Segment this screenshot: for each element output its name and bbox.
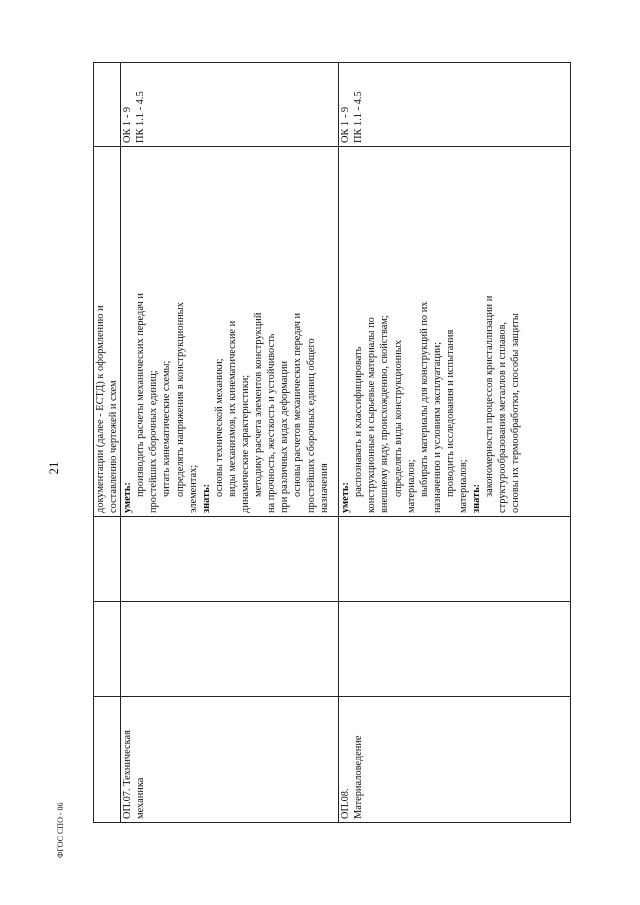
table-cell-hours: [121, 602, 339, 697]
table-cell-hours-max: [94, 517, 121, 602]
competency-line: ОК 1 - 9: [340, 106, 352, 143]
page-number: 21: [46, 461, 61, 475]
knowledge-line: материалов;: [405, 459, 417, 513]
knowledge-line: материалов;: [458, 459, 470, 513]
table-cell-hours: [94, 602, 121, 697]
knowledge-line: знать:: [200, 483, 212, 513]
knowledge-line: виды механизмов, их кинематические и: [226, 320, 238, 497]
table-row-materials: [339, 63, 571, 823]
knowledge-line: уметь:: [340, 482, 352, 513]
knowledge-line: закономерности процессов кристаллизации и: [484, 295, 496, 497]
table-row-mechanics: [121, 63, 339, 823]
knowledge-line: простейших сборочных единиц;: [148, 370, 160, 513]
continuation-line: документации (далее - ЕСТД) к оформлению и: [95, 305, 106, 513]
knowledge-line: читать кинематические схемы;: [161, 360, 173, 497]
continuation-line: составлению чертежей и схем: [108, 380, 120, 513]
table-cell-hours: [339, 602, 571, 697]
competency-table: [93, 62, 571, 823]
knowledge-line: распознавать и классифицировать: [353, 346, 365, 497]
table-cell-index: [94, 63, 121, 147]
competency-line: ОК 1 - 9: [122, 106, 134, 143]
discipline-cell: [121, 697, 339, 823]
knowledge-line: назначения: [318, 463, 330, 513]
knowledge-line: на прочность, жесткость и устойчивость: [266, 333, 278, 513]
table-cell-hours-max: [339, 517, 571, 602]
table-cell-hours-max: [121, 517, 339, 602]
knowledge-line: определять виды конструкционных: [392, 340, 404, 497]
knowledge-cell: [339, 147, 571, 517]
knowledge-line: назначению и условиям эксплуатации;: [431, 342, 443, 513]
knowledge-line: основы расчетов механических передач и: [292, 312, 304, 497]
footer-code: ФГОС СПО - 06: [56, 802, 65, 858]
discipline-line: ОП.08.: [340, 788, 352, 819]
knowledge-line: выбирать материалы для конструкций по их: [418, 301, 430, 497]
continuation-cell: [94, 147, 121, 517]
rotated-table-container: [93, 63, 571, 823]
discipline-cell: [339, 697, 571, 823]
knowledge-cell: [121, 147, 339, 517]
knowledge-line: определять напряжения в конструкционных: [174, 302, 186, 497]
knowledge-line: конструкционные и сырьевые материалы по: [366, 317, 378, 513]
knowledge-line: при различных видах деформации: [279, 360, 291, 513]
competencies-cell: [121, 63, 339, 147]
knowledge-line: основы технической механики;: [213, 358, 225, 497]
discipline-line: механика: [135, 777, 147, 819]
discipline-line: Материаловедение: [353, 735, 365, 819]
discipline-line: ОП.07. Техническая: [122, 730, 134, 819]
knowledge-line: уметь:: [122, 482, 134, 513]
knowledge-line: динамические характеристики;: [240, 374, 252, 513]
competency-line: ПК 1.1 - 4.5: [135, 91, 147, 143]
table-cell-discipline: [94, 697, 121, 823]
knowledge-line: проводить исследования и испытания: [444, 329, 456, 497]
knowledge-line: элементах;: [187, 464, 199, 513]
competencies-cell: [339, 63, 571, 147]
knowledge-line: производить расчеты механических передач и: [135, 293, 147, 497]
knowledge-line: внешнему виду, происхождению, свойствам;: [379, 315, 391, 513]
knowledge-line: основы их термообработки, способы защиты: [510, 313, 522, 513]
knowledge-line: методику расчета элементов конструкций: [253, 312, 265, 497]
table-row-continuation: [94, 63, 121, 823]
knowledge-line: структурообразования металлов и сплавов,: [497, 321, 509, 513]
knowledge-line: простейших сборочных единиц общего: [305, 338, 317, 513]
competency-line: ПК 1.1 - 4.5: [353, 91, 365, 143]
knowledge-line: знать:: [471, 483, 483, 513]
